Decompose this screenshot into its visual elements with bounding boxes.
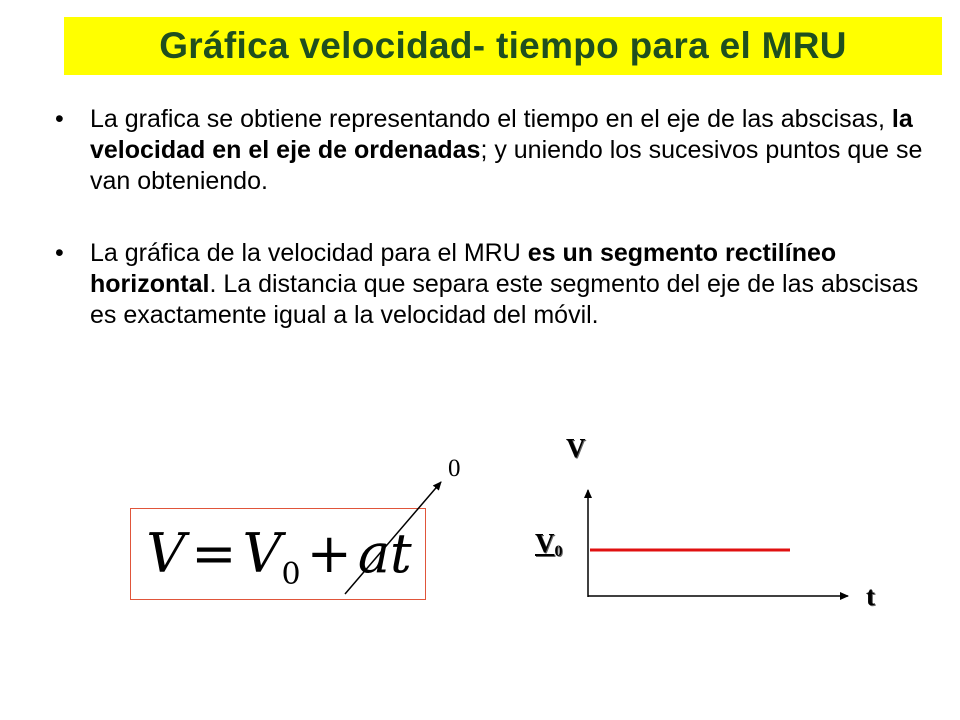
formula-equals: =	[191, 522, 237, 585]
formula-v0-subscript: 0	[281, 557, 301, 592]
formula-lhs: V	[146, 522, 186, 585]
v0-label	[535, 528, 563, 561]
bullet-text-1a: La grafica se obtiene representando el tiempo en el eje de las abscisas,	[90, 105, 892, 133]
bullet-dot: •	[55, 105, 64, 133]
formula-v0: V	[242, 522, 282, 585]
bullet-text-1c: ; y uniendo los sucesivos puntos que se van obteniendo.	[90, 136, 923, 195]
bullet-dot: •	[55, 239, 64, 267]
formula-plus: +	[306, 522, 352, 585]
slide-title: Gráfica velocidad- tiempo para el MRU	[159, 25, 847, 66]
bullet-text-2a: La gráfica de la velocidad para el MRU	[90, 239, 528, 267]
zero-annotation: 0	[448, 455, 461, 482]
v0-label-subscript: 0	[554, 543, 563, 560]
x-axis-label: t	[866, 581, 875, 611]
cancel-arrow	[345, 482, 441, 594]
v0-label-base: V	[535, 528, 555, 558]
y-axis-label: V	[566, 433, 586, 463]
bullet-text-1b: la velocidad en el eje de ordenadas	[90, 105, 913, 164]
formula-at: at	[357, 522, 412, 585]
bullet-text-2c: . La distancia que separa este segmento del eje de las abscisas es exactamente igual a la velocidad del móvil.	[90, 270, 919, 329]
bullet-text-2b: es un segmento rectilíneo horizontal	[90, 239, 837, 298]
